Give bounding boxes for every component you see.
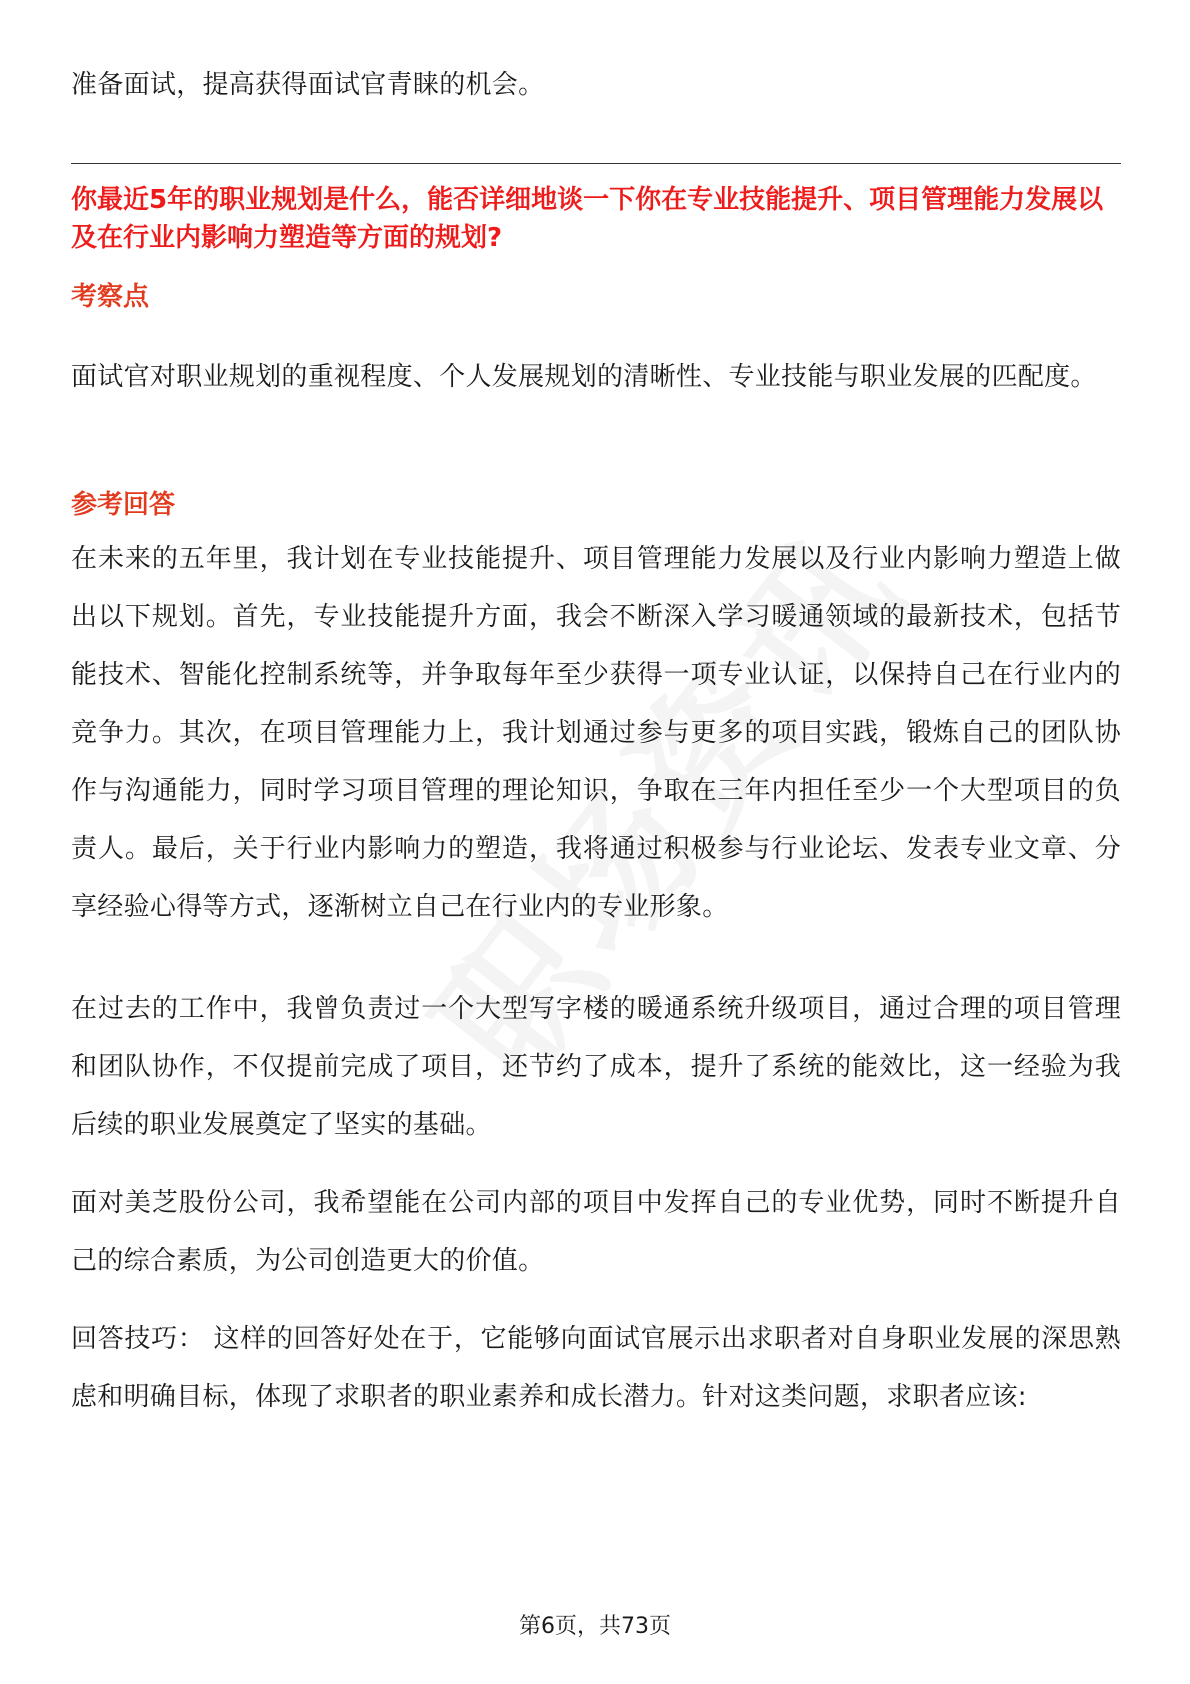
answer-paragraph: 在未来的五年里，我计划在专业技能提升、项目管理能力发展以及行业内影响力塑造上做出以下规划。首先，专业技能提升方面，我会不断深入学习暖通领域的最新技术，包括节能技术、智能化控制系统等，并争取每年至少获得一项专业认证，以保持自己在行业内的竞争力。其次，在项目管理能力上，我计划通过参与更多的项目实践，锻炼自己的团队协作与沟通能力，同时学习项目管理的理论知识，争取在三年内担任至少一个大型项目的负责人。最后，关于行业内影响力的塑造，我将通过积极参与行业论坛、发表专业文章、分享经验心得等方式，逐渐树立自己在行业内的专业形象。 [71,544,1121,922]
section-divider [71,163,1121,164]
answer-tips-paragraph: 回答技巧： 这样的回答好处在于，它能够向面试官展示出求职者对自身职业发展的深思熟虑和明确目标，体现了求职者的职业素养和成长潜力。针对这类问题，求职者应该: [71,1324,1121,1412]
answer-title: 参考回答 [71,490,176,520]
question-heading: 你最近5年的职业规划是什么，能否详细地谈一下你在专业技能提升、项目管理能力发展以及在行业内影响力塑造等方面的规划? [71,185,1104,253]
answer-paragraph: 在过去的工作中，我曾负责过一个大型写字楼的暖通系统升级项目，通过合理的项目管理和团队协作，不仅提前完成了项目，还节约了成本，提升了系统的能效比，这一经验为我后续的职业发展奠定了坚实的基础。 [71,994,1121,1140]
focus-text: 面试官对职业规划的重视程度、个人发展规划的清晰性、专业技能与职业发展的匹配度。 [71,362,1097,392]
page-number: 第6页，共73页 [519,1614,671,1639]
answer-paragraph: 面对美芝股份公司，我希望能在公司内部的项目中发挥自己的专业优势，同时不断提升自己的综合素质，为公司创造更大的价值。 [71,1188,1121,1276]
focus-title: 考察点 [71,282,150,312]
intro-tail-paragraph: 准备面试，提高获得面试官青睐的机会。 [71,70,545,100]
